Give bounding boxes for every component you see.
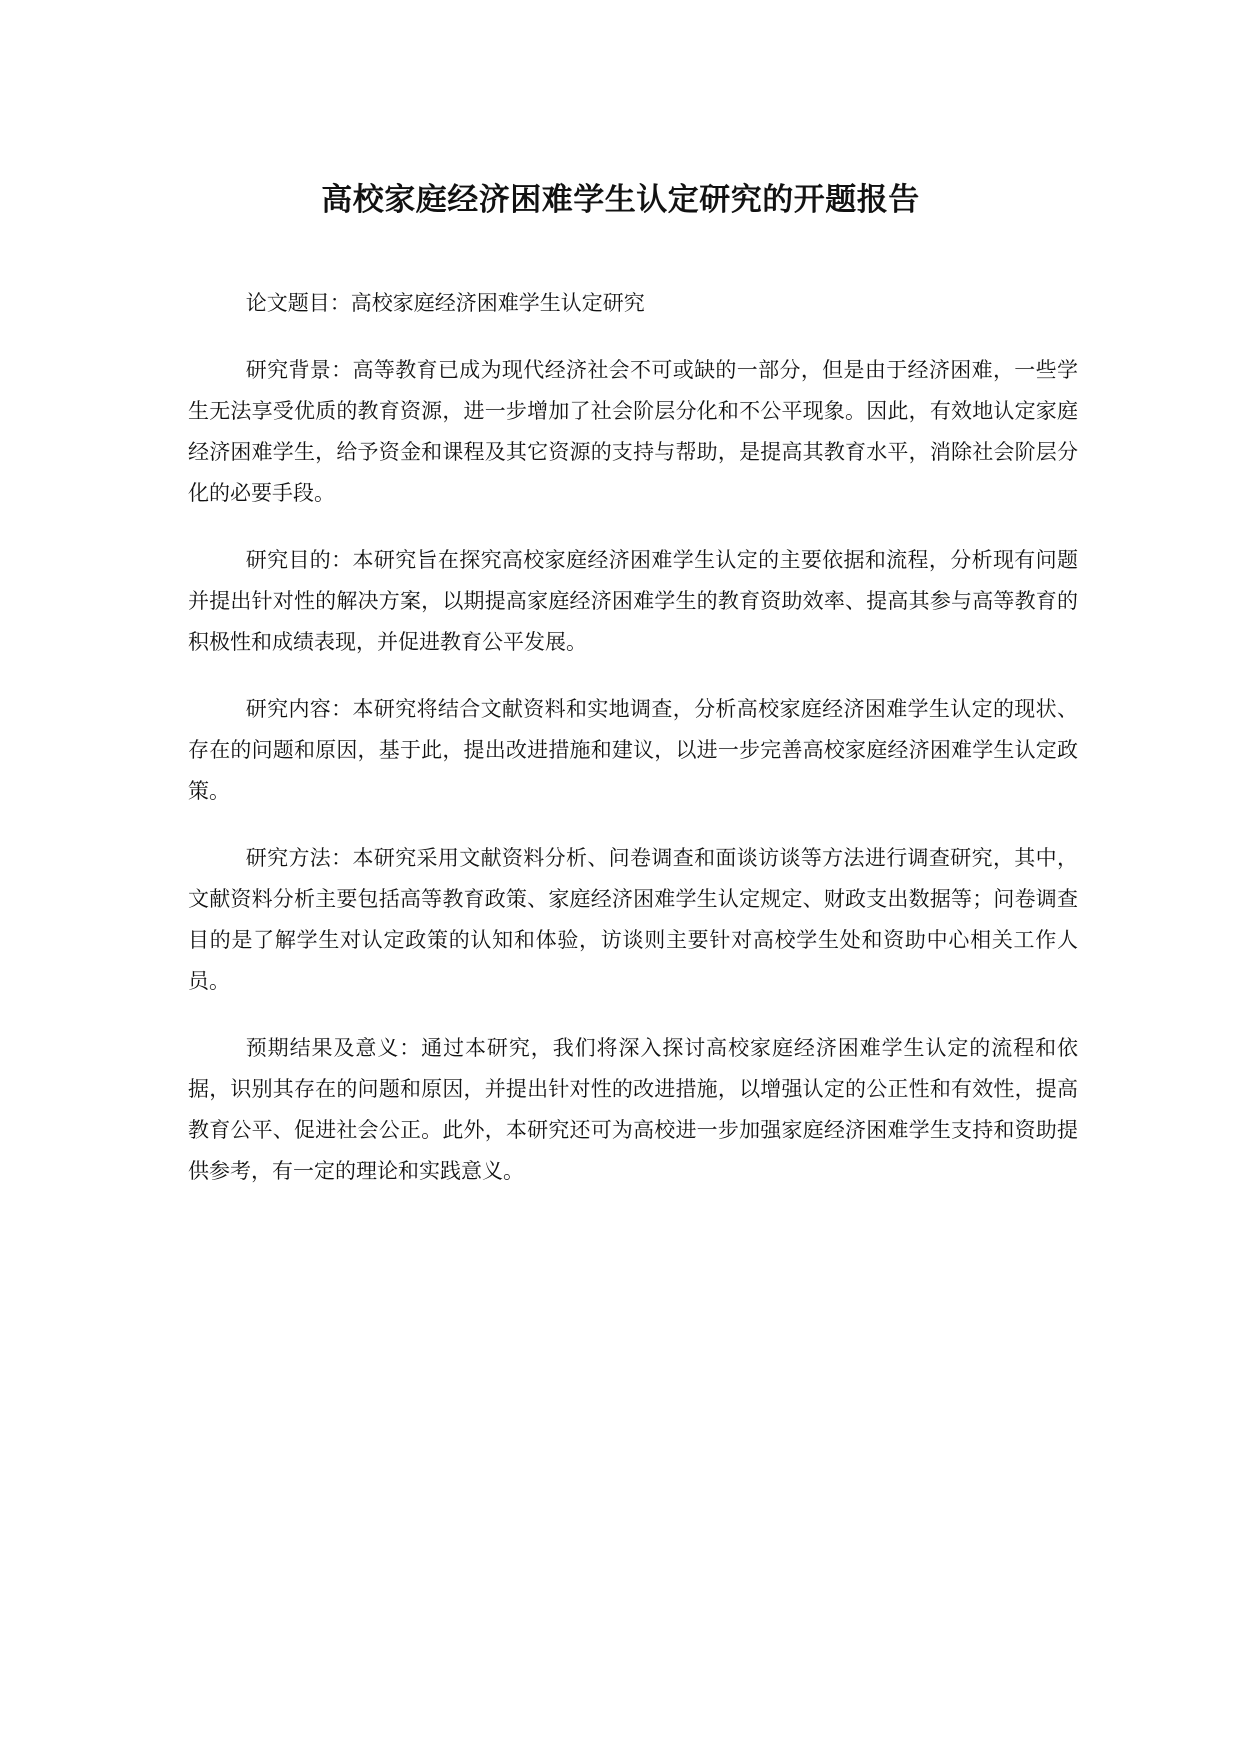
paragraph-research-methods: 研究方法：本研究采用文献资料分析、问卷调查和面谈访谈等方法进行调查研究，其中，文献资料分析主要包括高等教育政策、家庭经济困难学生认定规定、财政支出数据等；问卷调查目的是了解学生对认定政策的认知和体验，访谈则主要针对高校学生处和资助中心相关工作人员。 xyxy=(188,846,1078,993)
paragraph-research-background: 研究背景：高等教育已成为现代经济社会不可或缺的一部分，但是由于经济困难，一些学生无法享受优质的教育资源，进一步增加了社会阶层分化和不公平现象。因此，有效地认定家庭经济困难学生，给予资金和课程及其它资源的支持与帮助，是提高其教育水平，消除社会阶层分化的必要手段。 xyxy=(188,358,1078,505)
paragraph-thesis-title: 论文题目：高校家庭经济困难学生认定研究 xyxy=(245,291,645,315)
document-body xyxy=(188,283,1078,1218)
paragraph-research-purpose: 研究目的：本研究旨在探究高校家庭经济困难学生认定的主要依据和流程，分析现有问题并提出针对性的解决方案，以期提高家庭经济困难学生的教育资助效率、提高其参与高等教育的积极性和成绩表现，并促进教育公平发展。 xyxy=(188,548,1078,654)
paragraph-research-content: 研究内容：本研究将结合文献资料和实地调查，分析高校家庭经济困难学生认定的现状、存在的问题和原因，基于此，提出改进措施和建议，以进一步完善高校家庭经济困难学生认定政策。 xyxy=(188,697,1078,803)
paragraph-expected-results: 预期结果及意义：通过本研究，我们将深入探讨高校家庭经济困难学生认定的流程和依据，识别其存在的问题和原因，并提出针对性的改进措施，以增强认定的公正性和有效性，提高教育公平、促进社会公正。此外，本研究还可为高校进一步加强家庭经济困难学生支持和资助提供参考，有一定的理论和实践意义。 xyxy=(188,1036,1078,1183)
document-title: 高校家庭经济困难学生认定研究的开题报告 xyxy=(321,182,920,218)
